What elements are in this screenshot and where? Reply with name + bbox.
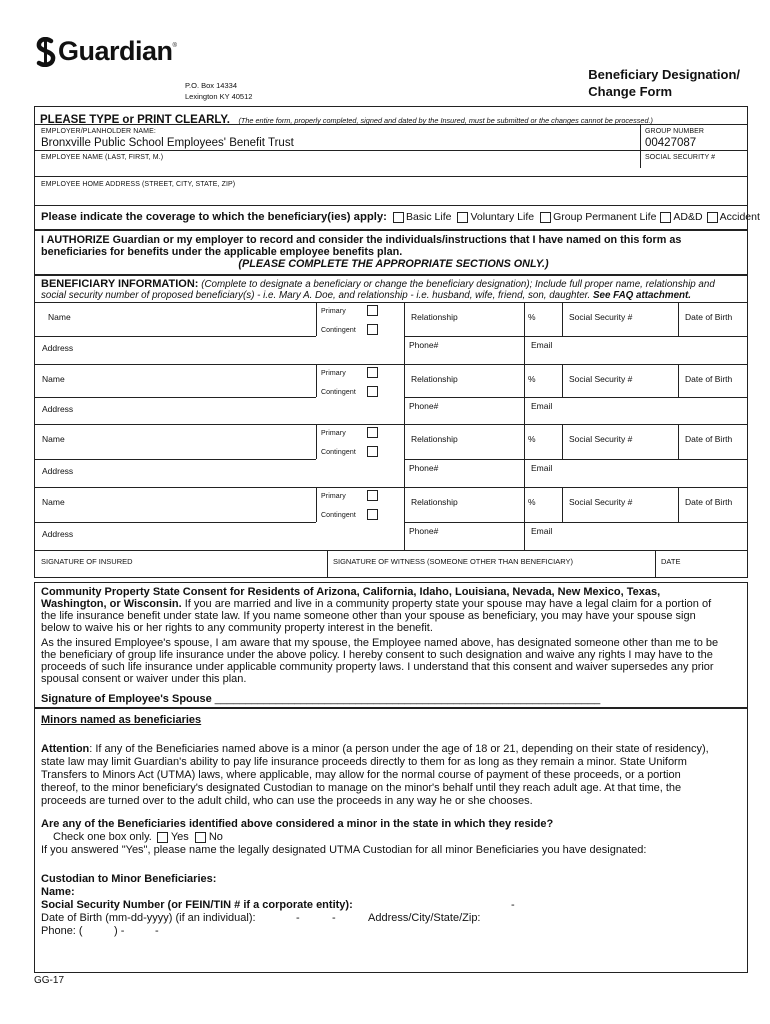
custodian-address-label[interactable]: Address/City/State/Zip: [368,912,481,924]
brand-name: Guardian [58,36,173,66]
beneficiary-desc2: social security number of proposed beneficiary(s) - i.e. Mary A. Doe, and relationship - i.e. husband, wife, friend, son, daughter. [41,290,591,301]
minors-yes-no [53,831,746,844]
registered-mark: ® [172,42,177,49]
divider [678,487,679,522]
beneficiary-3-contingent-checkbox[interactable] [367,446,378,457]
guardian-logo [36,36,177,67]
divider [562,424,563,459]
beneficiary-3-primary-label: Primary [321,430,346,437]
beneficiary-1-name-field[interactable] [80,310,310,322]
group-number-label: GROUP NUMBER [645,128,705,135]
beneficiary-4-relationship-label: Relationship [411,497,458,507]
beneficiary-3-email-label: Email [531,463,553,473]
employer-field[interactable]: Bronxville Public School Employees' Benefit Trust [41,137,294,149]
beneficiary-4-contingent-checkbox[interactable] [367,509,378,520]
dob-dash1: - [296,912,300,924]
divider [404,522,748,523]
beneficiary-2-ssn-label: Social Security # [569,374,633,384]
mailing-address [185,80,252,102]
ssn-dash: - [511,899,515,911]
signature-date-label: DATE [661,557,681,566]
beneficiary-1-contingent-label: Contingent [321,327,356,334]
beneficiary-2-percent-label: % [528,374,536,384]
beneficiary-4-percent-label: % [528,497,536,507]
beneficiary-2-primary-label: Primary [321,370,346,377]
divider [34,522,316,523]
beneficiary-2-relationship-label: Relationship [411,374,458,384]
beneficiary-4-address-label: Address [42,529,74,539]
divider [404,424,405,487]
beneficiary-4-phone-label: Phone# [409,526,439,536]
divider [34,302,748,303]
spouse-text3: proceeds of such life insurance under applicable community property laws. I understand that this consent and waiver supersedes any prior [41,661,714,673]
beneficiary-2-address-label: Address [42,404,74,414]
no-label: No [208,831,223,843]
community-text1: If you are married and live in a community property state your spouse may have a legal claim for a portion of [181,598,712,610]
employee-ssn-label: SOCIAL SECURITY # [645,154,716,161]
form-code: GG-17 [34,975,65,986]
employee-name-field[interactable] [41,163,636,173]
spouse-signature-field[interactable]: _______________________________________________________________ [214,693,601,705]
beneficiary-1-contingent-checkbox[interactable] [367,324,378,335]
divider [524,302,525,364]
divider [34,364,748,365]
divider [404,364,405,424]
minors-no-checkbox[interactable] [195,832,206,843]
custodian-phone-row [41,925,746,938]
divider [678,364,679,397]
spouse-text1: As the insured Employee's spouse, I am aware that my spouse, the Employee named above, has designated someone other than me to be [41,637,719,649]
spouse-text2: the beneficiary of group life insurance under the above policy. I hereby consent to such designation and waive any rights I may have to the [41,649,713,661]
witness-signature-field[interactable] [333,566,651,576]
beneficiary-2-address-field[interactable] [90,402,400,414]
divider [678,424,679,459]
guardian-logo-icon [36,37,56,67]
yes-label: Yes [170,831,189,843]
divider [524,364,525,424]
beneficiary-1-ssn-label: Social Security # [569,312,633,322]
beneficiary-3-ssn-label: Social Security # [569,434,633,444]
custodian-heading: Custodian to Minor Beneficiaries: [41,873,217,885]
authorization-text [41,234,746,270]
beneficiary-desc1: (Complete to designate a beneficiary or change the beneficiary designation); Include full proper name, relationship and [201,279,715,290]
beneficiary-3-phone-label: Phone# [409,463,439,473]
insured-signature-field[interactable] [41,566,321,576]
community-text3: below to waive his or her rights to any community property interest in the benefit. [41,622,433,634]
beneficiary-4-email-label: Email [531,526,553,536]
witness-signature-label: SIGNATURE OF WITNESS (SOMEONE OTHER THAN BENEFICIARY) [333,557,574,566]
beneficiary-4-name-label: Name [42,497,65,507]
beneficiary-3-percent-label: % [528,434,536,444]
divider [34,459,316,460]
minors-text5: proceeds are turned over to the adult child, who can use the proceeds in any way he or she chooses. [41,795,533,807]
divider [34,336,316,337]
beneficiary-2-dob-label: Date of Birth [685,374,733,384]
beneficiary-3-name-label: Name [42,434,65,444]
beneficiary-1-primary-checkbox[interactable] [367,305,378,316]
divider [524,424,525,487]
divider [524,487,525,550]
group-permanent-life-label: Group Permanent Life [553,211,657,223]
beneficiary-1-dob-label: Date of Birth [685,312,733,322]
beneficiary-4-primary-checkbox[interactable] [367,490,378,501]
add-label: AD&D [673,211,703,223]
divider [34,205,748,206]
beneficiary-3-primary-checkbox[interactable] [367,427,378,438]
spouse-signature-label: Signature of Employee's Spouse [41,693,212,705]
minors-section [41,714,746,938]
employee-name-label: EMPLOYEE NAME (LAST, FIRST, M.) [41,154,164,161]
beneficiary-4-name-field[interactable] [80,495,310,507]
instructions [40,110,653,128]
beneficiary-3-relationship-label: Relationship [411,434,458,444]
beneficiary-1-primary-label: Primary [321,308,346,315]
minors-text2: state law may limit Guardian's ability to pay life insurance proceeds directly to them for as long as they remain a minor. State Uniform [41,756,687,768]
divider [678,302,679,336]
beneficiary-heading: BENEFICIARY INFORMATION: [41,278,199,290]
minors-yes-checkbox[interactable] [157,832,168,843]
beneficiary-4-primary-label: Primary [321,493,346,500]
minors-text4: thereof, to the minor beneficiary's designated Custodian to manage on the minor's behalf until they reach adult age. At that time, the [41,782,682,794]
beneficiary-2-name-field[interactable] [80,372,310,384]
beneficiary-1-relationship-label: Relationship [411,312,458,322]
instructions-note: (The entire form, properly completed, signed and dated by the Insured, must be submitted or the changes cannot be processed.) [238,116,653,125]
beneficiary-2-primary-checkbox[interactable] [367,367,378,378]
minors-text1: : If any of the Beneficiaries named above is a minor (a person under the age of 18 or 21, depending on their state of residency), [89,743,709,755]
divider [404,487,405,550]
beneficiary-4-address-field[interactable] [90,527,400,539]
basic-life-label: Basic Life [405,211,452,223]
authorize-line2: beneficiaries for benefits under the applicable employee benefits plan. [41,246,403,258]
divider [562,487,563,522]
minors-question: Are any of the Beneficiaries identified above considered a minor in the state in which they reside? [41,818,554,830]
divider [316,302,317,336]
divider [562,302,563,336]
beneficiary-1-address-field[interactable] [90,341,400,353]
beneficiary-4-dob-label: Date of Birth [685,497,733,507]
beneficiary-2-name-label: Name [42,374,65,384]
beneficiary-1-address-label: Address [42,343,74,353]
custodian-ssn-label[interactable]: Social Security Number (or FEIN/TIN # if a corporate entity): [41,899,353,911]
beneficiary-3-address-field[interactable] [90,464,400,476]
minors-heading: Minors named as beneficiaries [41,714,202,726]
form-title [588,66,740,100]
authorize-line1: I AUTHORIZE Guardian or my employer to record and consider the individuals/instructions that I have named on this form as [41,234,682,246]
city-state-zip: Lexington KY 40512 [185,92,253,101]
po-box: P.O. Box 14334 [185,81,237,90]
add-checkbox[interactable] [660,212,671,223]
beneficiary-4-contingent-label: Contingent [321,512,356,519]
group-number-field[interactable]: 00427087 [645,137,697,149]
divider [640,124,641,168]
custodian-name-label[interactable]: Name: [41,886,75,898]
community-property-text [41,586,746,705]
custodian-ssn-row [41,899,746,912]
divider [404,459,748,460]
divider [316,424,317,459]
divider [316,364,317,397]
divider [34,176,748,177]
beneficiary-1-percent-label: % [528,312,536,322]
signature-date-field[interactable] [661,566,745,576]
divider [34,274,748,276]
accident-label: Accident [719,211,760,223]
faq-link[interactable]: See FAQ attachment. [593,290,691,301]
basic-life-checkbox[interactable] [393,212,404,223]
beneficiary-1-email-label: Email [531,340,553,350]
custodian-dob-label[interactable]: Date of Birth (mm-dd-yyyy) (if an individual): [41,912,256,924]
employee-address-label: EMPLOYEE HOME ADDRESS (STREET, CITY, STATE, ZIP) [41,181,236,188]
if-yes-text: If you answered "Yes", please name the legally designated UTMA Custodian for all minor Beneficiaries you have designated: [41,844,647,856]
form-title-line2: Change Form [588,84,673,99]
check-one-label: Check one box only. [53,831,152,843]
divider [34,150,748,151]
coverage-prompt: Please indicate the coverage to which the beneficiary(ies) apply: [41,211,387,223]
community-heading2: Washington, or Wisconsin. [41,598,182,610]
beneficiary-1-phone-label: Phone# [409,340,439,350]
beneficiary-3-dob-label: Date of Birth [685,434,733,444]
employee-ssn-field[interactable] [645,163,745,173]
divider [34,487,748,488]
beneficiary-4-ssn-label: Social Security # [569,497,633,507]
divider [34,424,748,425]
phone-dash: - [155,925,159,937]
employee-address-field[interactable] [41,190,741,202]
instructions-main: PLEASE TYPE or PRINT CLEARLY. [40,114,230,126]
custodian-dob-row [41,912,746,925]
custodian-phone-label[interactable]: Phone: ( [41,925,83,937]
attention-label: Attention [41,743,90,755]
divider [34,397,316,398]
divider [316,487,317,522]
divider [562,364,563,397]
authorize-line3: (PLEASE COMPLETE THE APPROPRIATE SECTIONS ONLY.) [238,258,549,270]
beneficiary-2-phone-label: Phone# [409,401,439,411]
form-title-line1: Beneficiary Designation/ [588,67,740,82]
divider [404,336,748,337]
dob-dash2: - [332,912,336,924]
divider [34,550,748,551]
community-text2: the life insurance benefit under state law. If you name someone other than your spouse as beneficiary, you may have your spouse sign [41,610,696,622]
beneficiary-2-email-label: Email [531,401,553,411]
beneficiary-3-address-label: Address [42,466,74,476]
employer-label: EMPLOYER/PLANHOLDER NAME: [41,128,156,135]
phone-mid: ) - [114,925,125,937]
voluntary-life-label: Voluntary Life [470,211,535,223]
divider [327,550,328,578]
coverage-row [41,211,760,223]
group-permanent-life-checkbox[interactable] [540,212,551,223]
voluntary-life-checkbox[interactable] [457,212,468,223]
beneficiary-2-contingent-checkbox[interactable] [367,386,378,397]
divider [404,302,405,364]
insured-signature-label: SIGNATURE OF INSURED [41,557,133,566]
beneficiary-1-name-label: Name [48,312,71,322]
divider [34,229,748,231]
beneficiary-3-contingent-label: Contingent [321,449,356,456]
beneficiary-3-name-field[interactable] [80,432,310,444]
accident-checkbox[interactable] [707,212,718,223]
minors-text3: Transfers to Minors Act (UTMA) laws, where applicable, may allow for the normal course of payment of these proceeds, or a portion [41,769,681,781]
community-heading1: Community Property State Consent for Residents of Arizona, California, Idaho, Louisiana, Nevada, New Mexico, Texas, [41,586,661,598]
beneficiary-2-contingent-label: Contingent [321,389,356,396]
spouse-text4: spousal consent or waiver under this plan. [41,673,247,685]
divider [655,550,656,578]
beneficiary-info-heading [41,279,746,301]
divider [404,397,748,398]
